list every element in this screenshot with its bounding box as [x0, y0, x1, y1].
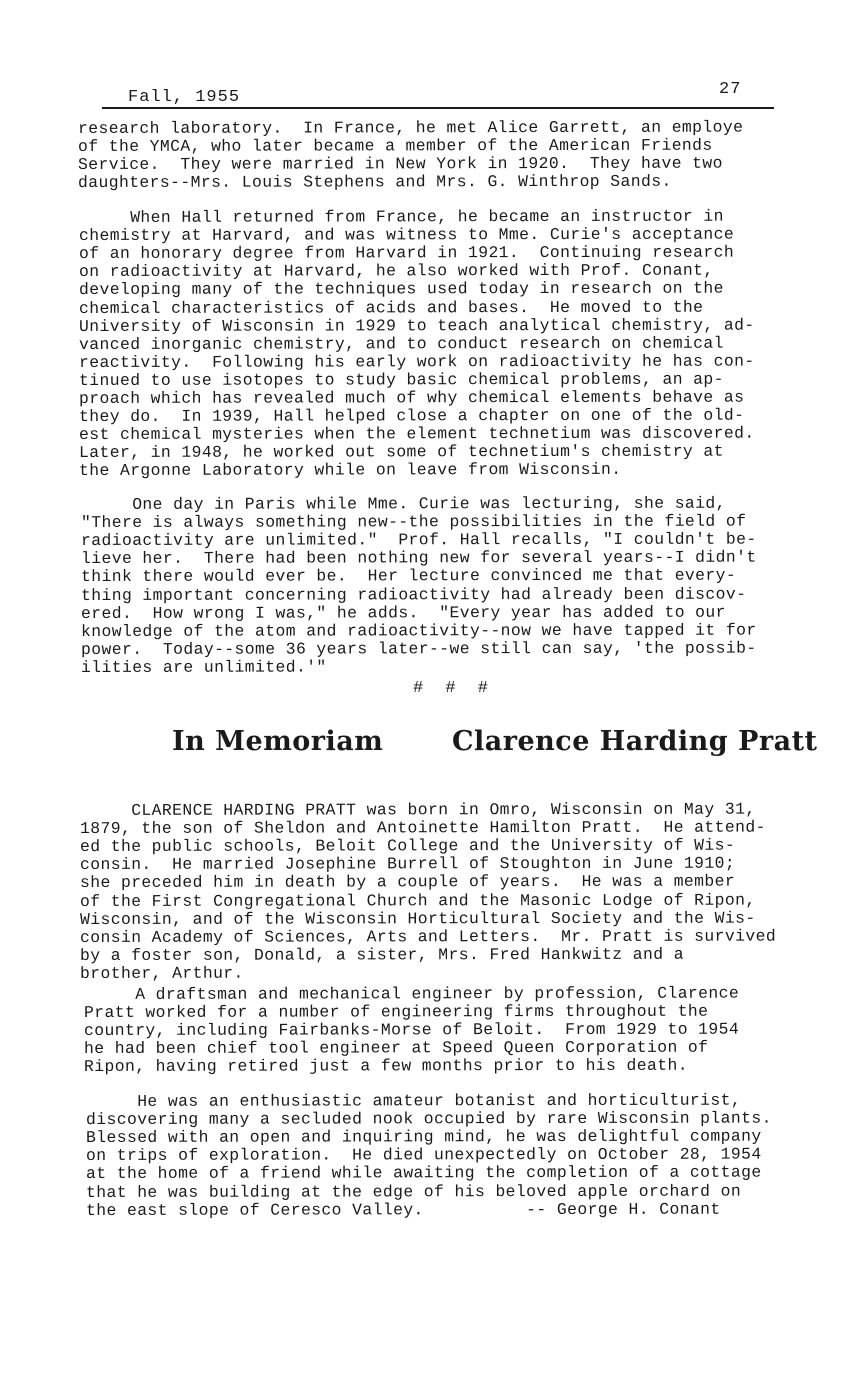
text-line: A draftsman and mechanical engineer by profession, Clarence [83, 983, 740, 1004]
text-line: radioactivity are unlimited." Prof. Hall recalls, "I couldn't be- [80, 529, 757, 551]
running-header-date: Fall, 1955 [128, 88, 241, 107]
text-line: daughters--Mrs. Louis Stephens and Mrs. G. Winthrop Sands. [77, 172, 672, 193]
text-line: discovering many a secluded nook occupied by rare Wisconsin plants. [85, 1108, 772, 1130]
text-line: of an honorary degree from Harvard in 1921. Continuing research [78, 242, 735, 264]
header-rule [102, 107, 774, 109]
text-line: research laboratory. In France, he met Alice Garrett, an employe [77, 117, 744, 138]
text-line: at the home of a friend while awaiting the completion of a cottage [85, 1162, 762, 1184]
text-line: CLARENCE HARDING PRATT was born in Omro, Wisconsin on May 31, [79, 799, 756, 820]
text-line: thing important concerning radioactivity had already been discov- [80, 584, 747, 605]
text-line: tinued to use isotopes to study basic chemical problems, an ap- [78, 369, 724, 390]
text-line: of the YMCA, who later became a member of the American Friends [77, 135, 713, 157]
text-line: est chemical mysteries when the element technetium was discovered. [78, 423, 755, 445]
text-line: chemistry at Harvard, and was witness to Mme. Curie's acceptance [78, 224, 735, 246]
text-line: Pratt worked for a number of engineering firms throughout the [83, 1001, 709, 1023]
text-line: country, including Fairbanks-Morse of Beloit. From 1929 to 1954 [83, 1019, 740, 1041]
text-line: by a foster son, Donald, a sister, Mrs. Fred Hankwitz and a [79, 944, 684, 965]
text-line: "There is always something new--the possibilities in the field of [80, 511, 747, 533]
text-line: Blessed with an open and inquiring mind, he was delightful company [85, 1126, 762, 1148]
memoriam-name-heading: Clarence Harding Pratt [452, 726, 818, 757]
text-line: ilities are unlimited.'" [80, 657, 327, 677]
page-number: 27 [719, 80, 742, 99]
text-line: proach which has revealed much of why chemical elements behave as [78, 387, 745, 408]
text-line: developing many of the techniques used today in research on the [78, 279, 724, 300]
text-line: He was an enthusiastic amateur botanist and horticulturist, [85, 1090, 742, 1111]
text-line: University of Wisconsin in 1929 to teach analytical chemistry, ad- [78, 315, 755, 336]
text-line: vanced inorganic chemistry, and to conduct research on chemical [78, 333, 724, 354]
text-line: he had been chief tool engineer at Speed Queen Corporation of [83, 1037, 709, 1059]
text-line: brother, Arthur. [79, 963, 244, 983]
text-line: that he was building at the edge of his beloved apple orchard on [85, 1181, 742, 1202]
text-line: she preceded him in death by a couple of years. He was a member [79, 872, 736, 893]
text-line: ered. How wrong I was," he adds. "Every year has added to our [80, 602, 726, 623]
end-of-article-mark: # # # [413, 679, 495, 698]
text-line: lieve her. There had been nothing new for several years--I didn't [80, 547, 757, 569]
text-line: Service. They were married in New York in 1920. They have two [77, 153, 723, 175]
text-line: 1879, the son of Sheldon and Antoinette Hamilton Pratt. He attend- [79, 817, 766, 839]
text-line: One day in Paris while Mme. Curie was lecturing, she said, [80, 493, 726, 514]
text-line: ed the public schools, Beloit College and the University of Wis- [79, 835, 736, 857]
memoriam-heading: In Memoriam [172, 726, 384, 757]
text-line: When Hall returned from France, he became an instructor in [78, 206, 724, 227]
text-line: the Argonne Laboratory while on leave from Wisconsin. [78, 460, 622, 481]
text-line: Later, in 1948, he worked out some of technetium's chemistry at [78, 441, 724, 463]
text-line: Wisconsin, and of the Wisconsin Horticultural Society and the Wis- [79, 908, 756, 929]
text-line: reactivity. Following his early work on radioactivity he has con- [78, 351, 755, 372]
text-line: knowledge of the atom and radioactivity--now we have tapped it for [80, 620, 757, 641]
text-line: the east slope of Ceresco Valley. -- George H. Conant [85, 1199, 721, 1220]
text-line: consin. He married Josephine Burrell of Stoughton in June 1910; [79, 853, 736, 875]
text-line: Ripon, having retired just a few months prior to his death. [83, 1056, 688, 1077]
text-line: chemical characteristics of acids and bases. He moved to the [78, 297, 704, 318]
text-line: think there would ever be. Her lecture convinced me that every- [80, 566, 737, 587]
text-line: consin Academy of Sciences, Arts and Letters. Mr. Pratt is survived [79, 926, 777, 947]
text-line: power. Today--some 36 years later--we still can say, 'the possib- [80, 638, 757, 659]
text-line: they do. In 1939, Hall helped close a chapter on one of the old- [78, 405, 745, 427]
text-line: on trips of exploration. He died unexpectedly on October 28, 1954 [85, 1144, 762, 1166]
text-line: on radioactivity at Harvard, he also worked with Prof. Conant, [78, 260, 714, 282]
text-line: of the First Congregational Church and the Masonic Lodge of Ripon, [79, 890, 756, 911]
